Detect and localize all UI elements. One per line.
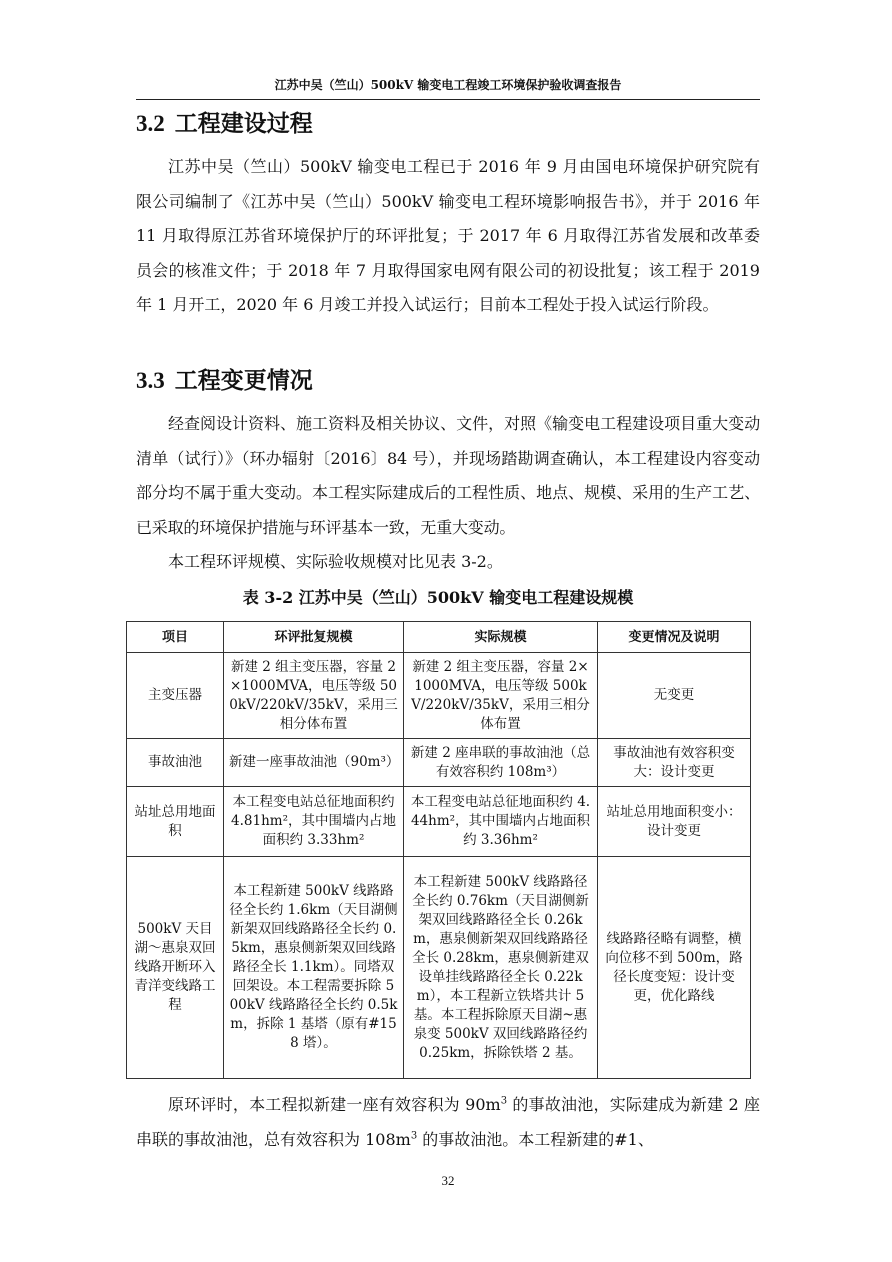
row-actual-cell: 新建 2 座串联的事故油池（总有效容积约 108m³） <box>404 739 598 787</box>
section-3-2-title: 工程建设过程 <box>174 111 313 137</box>
table-header-cell: 实际规模 <box>404 622 598 653</box>
section-3-3-heading <box>136 366 313 396</box>
table-row <box>127 787 751 857</box>
table-row <box>127 739 751 787</box>
closing-superscript-2: 3 <box>410 1130 418 1142</box>
row-item-cell: 事故油池 <box>127 739 224 787</box>
section-3-2-heading <box>136 109 313 139</box>
table-header-cell: 项目 <box>127 622 224 653</box>
closing-superscript-1: 3 <box>500 1095 508 1107</box>
table-header-cell: 变更情况及说明 <box>598 622 751 653</box>
construction-scale-table <box>126 621 751 1079</box>
table-row <box>127 653 751 739</box>
row-change-cell: 线路路径略有调整，横向位移不到 500m，路径长度变短：设计变更，优化路线 <box>598 857 751 1079</box>
row-actual-cell: 本工程新建 500kV 线路路径全长约 0.76km（天目湖侧新架双回线路路径全长 0.26km，惠泉侧新架双回线路路径全长 0.28km，惠泉侧新建双设单挂线路路径全长 0.22km），本工程新立铁塔共计 5 基。本工程拆除原天目湖~惠泉变 500kV 双回线路路径约 0.25km，拆除铁塔 2 基。 <box>404 857 598 1079</box>
row-change-cell: 事故油池有效容积变大：设计变更 <box>598 739 751 787</box>
section-3-3-number: 3.3 <box>136 368 165 393</box>
page-header-title: 江苏中吴（竺山）500kV 输变电工程竣工环境保护验收调查报告 <box>274 78 622 92</box>
table-header-cell: 环评批复规模 <box>224 622 404 653</box>
table-row <box>127 857 751 1079</box>
header-divider <box>136 99 760 100</box>
row-item-cell: 主变压器 <box>127 653 224 739</box>
section-3-2-paragraph: 江苏中吴（竺山）500kV 输变电工程已于 2016 年 9 月由国电环境保护研究院有限公司编制了《江苏中吴（竺山）500kV 输变电工程环境影响报告书》，并于 2016 年 11 月取得原江苏省环境保护厅的环评批复；于 2017 年 6 月取得江苏省发展和改革委员会的核准文件；于 2018 年 7 月取得国家电网有限公司的初设批复；该工程于 2019 年 1 月开工，2020 年 6 月竣工并投入试运行；目前本工程处于投入试运行阶段。 <box>136 157 760 314</box>
page-number: 32 <box>441 1173 455 1188</box>
row-actual-cell: 新建 2 组主变压器，容量 2×1000MVA，电压等级 500kV/220kV/35kV，采用三相分体布置 <box>404 653 598 739</box>
closing-text-3: 的事故油池。本工程新建的#1、 <box>417 1129 654 1149</box>
section-3-3-paragraph-1: 经查阅设计资料、施工资料及相关协议、文件，对照《输变电工程建设项目重大变动清单（试行）》（环办辐射〔2016〕84 号），并现场踏勘调查确认，本工程建设内容变动部分均不属于重大变动。本工程实际建成后的工程性质、地点、规模、采用的生产工艺、已采取的环境保护措施与环评基本一致，无重大变动。 <box>136 414 760 537</box>
row-eia-cell: 新建一座事故油池（90m³） <box>224 739 404 787</box>
closing-paragraph <box>136 1088 760 1157</box>
table-caption: 表 3-2 江苏中吴（竺山）500kV 输变电工程建设规模 <box>242 588 634 607</box>
row-item-cell: 站址总用地面积 <box>127 787 224 857</box>
closing-text-1: 原环评时，本工程拟新建一座有效容积为 90m <box>168 1095 501 1114</box>
section-3-3-paragraph-2: 本工程环评规模、实际验收规模对比见表 3-2。 <box>168 552 503 571</box>
row-actual-cell: 本工程变电站总征地面积约 4.44hm²，其中围墙内占地面积约 3.36hm² <box>404 787 598 857</box>
row-eia-cell: 本工程新建 500kV 线路路径全长约 1.6km（天目湖侧新架双回线路路径全长约 0.5km，惠泉侧新架双回线路路径全长 1.1km）。同塔双回架设。本工程需要拆除 500kV 线路路径全长约 0.5km，拆除 1 基塔（原有#158 塔）。 <box>224 857 404 1079</box>
row-change-cell: 站址总用地面积变小：设计变更 <box>598 787 751 857</box>
table-header-row <box>127 622 751 653</box>
row-item-cell: 500kV 天目湖～惠泉双回线路开断环入青洋变线路工程 <box>127 857 224 1079</box>
row-change-cell: 无变更 <box>598 653 751 739</box>
section-3-3-title: 工程变更情况 <box>174 368 313 394</box>
section-3-2-number: 3.2 <box>136 111 165 136</box>
row-eia-cell: 本工程变电站总征地面积约 4.81hm²，其中围墙内占地面积约 3.33hm² <box>224 787 404 857</box>
row-eia-cell: 新建 2 组主变压器，容量 2×1000MVA，电压等级 500kV/220kV/35kV，采用三相分体布置 <box>224 653 404 739</box>
closing-text-2: 的事故油池，实际建成为新建 2 座串联的事故油池，总有效容积为 108m <box>136 1095 760 1149</box>
